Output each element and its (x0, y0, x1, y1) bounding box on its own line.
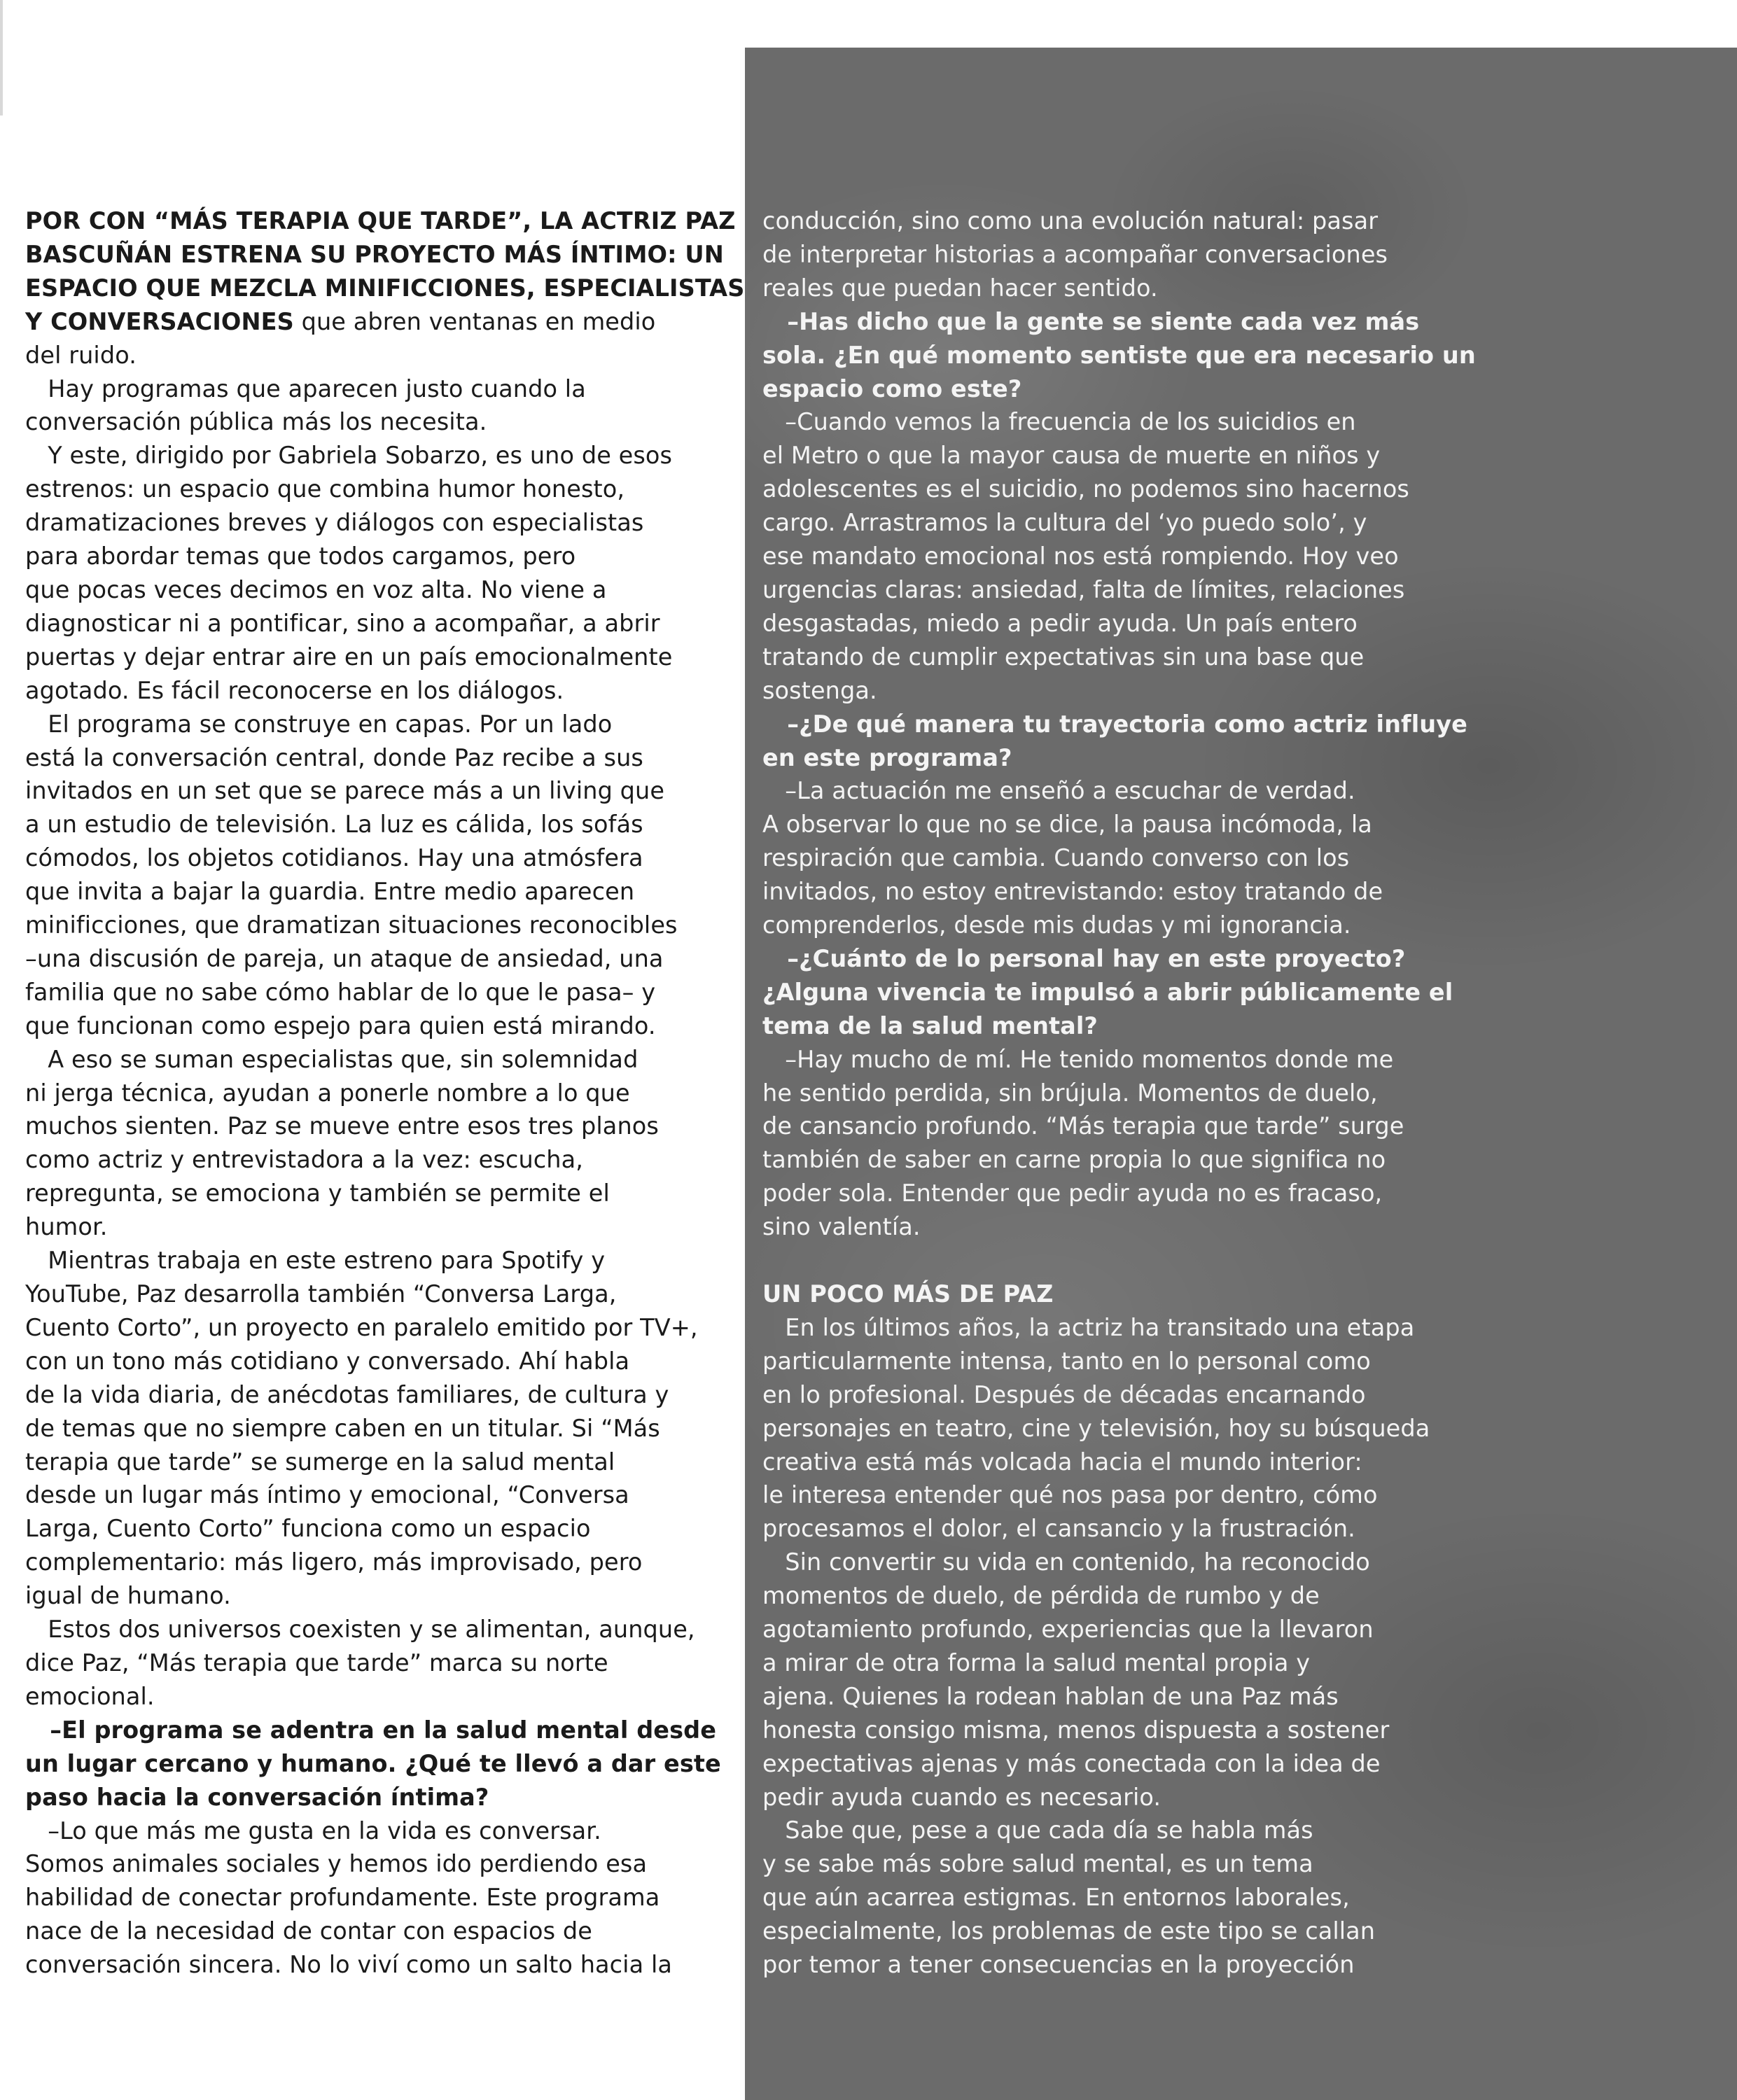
text-line (762, 573, 1470, 607)
body-text: de temas que no siempre caben en un titular. Si “Más (25, 1414, 660, 1442)
body-text: he sentido perdida, sin brújula. Momentos de duelo, (762, 1079, 1378, 1107)
body-text: Estos dos universos coexisten y se alimentan, aunque, (25, 1616, 695, 1644)
text-line (25, 372, 732, 406)
body-text: YouTube, Paz desarrolla también “Conversa Larga, (25, 1280, 617, 1308)
text-line (762, 1781, 1470, 1814)
text-line (25, 1077, 732, 1110)
text-line (25, 204, 736, 238)
text-line (762, 640, 1470, 674)
text-line (25, 272, 745, 305)
text-line (25, 1177, 732, 1210)
body-text: por temor a tener consecuencias en la proyección (762, 1951, 1355, 1979)
text-line (25, 1210, 732, 1244)
text-line (25, 774, 732, 808)
body-text: expectativas ajenas y más conectada con la idea de (762, 1749, 1381, 1777)
text-line (25, 808, 732, 841)
body-text: de cansancio profundo. “Más terapia que tarde” surge (762, 1112, 1404, 1140)
bold-text: POR CON “MÁS TERAPIA QUE TARDE”, LA ACTRIZ PAZ (25, 207, 736, 234)
text-line (762, 506, 1470, 540)
text-line (762, 741, 1470, 775)
text-line (25, 405, 732, 439)
text-line (25, 1446, 732, 1479)
text-line (25, 607, 732, 640)
text-line (762, 708, 1470, 741)
body-text: honesta consigo misma, menos dispuesta a sostener (762, 1716, 1390, 1744)
text-line (762, 1311, 1470, 1345)
text-line (762, 909, 1470, 942)
body-text: nace de la necesidad de contar con espacios de (25, 1917, 592, 1945)
page-margin-line (0, 0, 3, 115)
body-text: dramatizaciones breves y diálogos con especialistas (25, 509, 644, 537)
body-text: –Lo que más me gusta en la vida es conversar. (25, 1816, 601, 1844)
text-line (762, 1345, 1470, 1378)
text-line (25, 1478, 732, 1512)
bold-text: BASCUÑÁN ESTRENA SU PROYECTO MÁS ÍNTIMO: UN (25, 240, 724, 268)
text-line (25, 1345, 732, 1378)
text-line (25, 1043, 732, 1077)
text-line (762, 1143, 1470, 1177)
body-text: En los últimos años, la actriz ha transitado una etapa (762, 1313, 1415, 1341)
body-text: de la vida diaria, de anécdotas familiares, de cultura y (25, 1380, 669, 1408)
body-text: creativa está más volcada hacia el mundo interior: (762, 1448, 1362, 1476)
text-line (25, 238, 732, 272)
text-line (762, 607, 1470, 640)
body-text: cómodos, los objetos cotidianos. Hay una atmósfera (25, 844, 643, 872)
text-line (25, 1847, 732, 1881)
text-line (25, 1881, 732, 1914)
text-line (762, 1847, 1470, 1881)
body-text: Hay programas que aparecen justo cuando la (25, 374, 586, 402)
body-text: –Cuando vemos la frecuencia de los suicidios en (762, 408, 1356, 436)
body-text: reales que puedan hacer sentido. (762, 274, 1158, 302)
text-line (25, 708, 732, 741)
text-line (25, 1646, 732, 1680)
text-line (762, 405, 1470, 439)
bold-text: en este programa? (762, 743, 1012, 771)
body-text: desde un lugar más íntimo y emocional, “Conversa (25, 1481, 629, 1509)
body-text: terapia que tarde” se sumerge en la salud mental (25, 1448, 615, 1476)
body-text: minificciones, que dramatizan situaciones reconocibles (25, 911, 678, 939)
text-line (25, 1914, 732, 1948)
body-text: humor. (25, 1213, 108, 1241)
text-line (25, 1412, 732, 1446)
text-line (762, 1914, 1470, 1948)
text-line (25, 472, 732, 506)
body-text: El programa se construye en capas. Por un lado (25, 710, 613, 738)
text-line (25, 1278, 732, 1311)
body-text: también de saber en carne propia lo que significa no (762, 1146, 1386, 1174)
body-text: que invita a bajar la guardia. Entre medio aparecen (25, 878, 635, 906)
body-text: está la conversación central, donde Paz recibe a sus (25, 743, 643, 771)
text-line (25, 942, 732, 976)
text-line (25, 1311, 732, 1345)
text-line (25, 1579, 732, 1613)
body-text: puertas y dejar entrar aire en un país emocionalmente (25, 643, 673, 671)
text-line (762, 774, 1470, 808)
body-text: comprenderlos, desde mis dudas y mi ignorancia. (762, 911, 1351, 939)
body-text: ese mandato emocional nos está rompiendo. Hoy veo (762, 542, 1399, 570)
body-text: igual de humano. (25, 1582, 231, 1610)
body-text: A eso se suman especialistas que, sin solemnidad (25, 1045, 639, 1073)
body-text: dice Paz, “Más terapia que tarde” marca su norte (25, 1648, 608, 1676)
body-text: Cuento Corto”, un proyecto en paralelo emitido por TV+, (25, 1313, 698, 1341)
text-line (25, 841, 732, 875)
body-text: a un estudio de televisión. La luz es cálida, los sofás (25, 811, 643, 839)
text-line (762, 1646, 1470, 1680)
bold-text: UN POCO MÁS DE PAZ (762, 1280, 1054, 1308)
text-line (762, 238, 1470, 272)
body-text: y se sabe más sobre salud mental, es un tema (762, 1850, 1313, 1878)
body-text: especialmente, los problemas de este tipo se callan (762, 1917, 1376, 1945)
text-line (762, 1177, 1470, 1210)
body-text: invitados, no estoy entrevistando: estoy tratando de (762, 878, 1383, 906)
body-text: que abren ventanas en medio (293, 307, 656, 335)
body-text: familia que no sabe cómo hablar de lo que le pasa– y (25, 978, 656, 1006)
body-text: Sin convertir su vida en contenido, ha reconocido (762, 1548, 1370, 1576)
text-line (762, 1278, 1470, 1311)
body-text: procesamos el dolor, el cansancio y la frustración. (762, 1515, 1355, 1543)
text-line (762, 1814, 1470, 1847)
body-text: –La actuación me enseñó a escuchar de verdad. (762, 777, 1355, 805)
text-line (762, 976, 1470, 1009)
body-text: para abordar temas que todos cargamos, pero (25, 542, 576, 570)
bold-text: ¿Alguna vivencia te impulsó a abrir públicamente el (762, 978, 1453, 1006)
body-text: que aún acarrea estigmas. En entornos laborales, (762, 1884, 1350, 1912)
bold-text: –Has dicho que la gente se siente cada vez más (762, 307, 1420, 335)
body-text: Somos animales sociales y hemos ido perdiendo esa (25, 1850, 648, 1878)
body-text: conversación pública más los necesita. (25, 408, 487, 436)
text-line (762, 1378, 1470, 1412)
text-line (762, 305, 1470, 339)
text-line (25, 1814, 732, 1848)
bold-text: ESPACIO QUE MEZCLA MINIFICCIONES, ESPECIALISTAS (25, 274, 745, 302)
bold-text: tema de la salud mental? (762, 1011, 1098, 1040)
text-line (762, 808, 1470, 841)
text-line (762, 1009, 1470, 1043)
bold-text: –¿De qué manera tu trayectoria como actriz influye (762, 710, 1467, 738)
text-line (762, 1412, 1470, 1446)
body-text: Sabe que, pese a que cada día se habla más (762, 1816, 1313, 1844)
bold-text: sola. ¿En qué momento sentiste que era necesario un (762, 341, 1476, 369)
text-line (25, 1009, 732, 1043)
body-text: cargo. Arrastramos la cultura del ‘yo puedo solo’, y (762, 509, 1367, 537)
body-text: desgastadas, miedo a pedir ayuda. Un país entero (762, 609, 1358, 637)
body-text: momentos de duelo, de pérdida de rumbo y de (762, 1582, 1320, 1610)
body-text: repregunta, se emociona y también se permite el (25, 1180, 610, 1208)
text-line (25, 875, 732, 909)
text-line (762, 372, 1470, 406)
text-line (762, 1579, 1470, 1613)
body-text: como actriz y entrevistadora a la vez: escucha, (25, 1146, 584, 1174)
body-text: respiración que cambia. Cuando converso con los (762, 844, 1350, 872)
text-line (762, 1546, 1470, 1579)
text-line (762, 1714, 1470, 1747)
text-line (25, 1948, 732, 1982)
text-line (25, 1378, 732, 1412)
body-text: particularmente intensa, tanto en lo personal como (762, 1347, 1371, 1375)
text-line (762, 1948, 1470, 1982)
body-text: diagnosticar ni a pontificar, sino a acompañar, a abrir (25, 609, 660, 637)
bold-text: –¿Cuánto de lo personal hay en este proyecto? (762, 944, 1406, 972)
body-text: Mientras trabaja en este estreno para Spotify y (25, 1247, 606, 1275)
text-line (25, 1781, 732, 1814)
text-line (762, 439, 1470, 472)
text-line (25, 506, 732, 540)
body-text: conversación sincera. No lo viví como un salto hacia la (25, 1951, 673, 1979)
bold-text: un lugar cercano y humano. ¿Qué te llevó a dar este (25, 1749, 721, 1777)
body-text: tratando de cumplir expectativas sin una base que (762, 643, 1365, 671)
text-line (25, 1143, 732, 1177)
bold-text: Y CONVERSACIONES (25, 307, 294, 335)
text-line (762, 942, 1470, 976)
body-text: le interesa entender qué nos pasa por dentro, cómo (762, 1481, 1378, 1509)
body-text: emocional. (25, 1682, 155, 1710)
text-line (25, 1747, 732, 1781)
bold-text: espacio como este? (762, 374, 1022, 402)
text-line (762, 1680, 1470, 1714)
text-line (762, 540, 1470, 573)
text-line (25, 976, 732, 1009)
body-text: con un tono más cotidiano y conversado. Ahí habla (25, 1347, 630, 1375)
text-line (762, 472, 1470, 506)
body-text: en lo profesional. Después de décadas encarnando (762, 1380, 1366, 1408)
body-text: el Metro o que la mayor causa de muerte en niños y (762, 442, 1381, 470)
text-line (762, 339, 1476, 372)
body-text: que funcionan como espejo para quien está mirando. (25, 1011, 656, 1040)
text-line (25, 540, 732, 573)
text-line (762, 841, 1470, 875)
body-text: muchos sienten. Paz se mueve entre esos tres planos (25, 1112, 659, 1140)
body-text: estrenos: un espacio que combina humor honesto, (25, 475, 625, 503)
text-line (25, 573, 732, 607)
text-line (25, 339, 732, 372)
body-text: ni jerga técnica, ayudan a ponerle nombre a lo que (25, 1079, 630, 1107)
bold-text: paso hacia la conversación íntima? (25, 1783, 489, 1811)
text-line (25, 1244, 732, 1278)
body-text: conducción, sino como una evolución natural: pasar (762, 207, 1379, 234)
body-text: ajena. Quienes la rodean hablan de una Paz más (762, 1682, 1339, 1710)
text-line (762, 272, 1470, 305)
text-line (25, 1613, 732, 1646)
bold-text: –El programa se adentra en la salud mental desde (25, 1716, 717, 1744)
text-line (25, 1110, 732, 1143)
body-text: Y este, dirigido por Gabriela Sobarzo, es uno de esos (25, 442, 673, 470)
paragraph-gap (762, 1244, 1470, 1278)
text-line (762, 875, 1470, 909)
body-text: agotado. Es fácil reconocerse en los diálogos. (25, 676, 564, 704)
text-line (25, 439, 732, 472)
text-line (762, 674, 1470, 708)
body-text: personajes en teatro, cine y televisión, hoy su búsqueda (762, 1414, 1430, 1442)
text-line (25, 674, 732, 708)
body-text: invitados en un set que se parece más a un living que (25, 777, 665, 805)
text-line (25, 1680, 732, 1714)
text-line (762, 1043, 1470, 1077)
text-line (762, 1446, 1470, 1479)
text-line (762, 1747, 1470, 1781)
text-line (25, 741, 732, 775)
text-line (762, 1110, 1470, 1143)
body-text: sino valentía. (762, 1213, 921, 1241)
text-line (25, 1546, 732, 1579)
article-column-right (762, 204, 1476, 1982)
text-line (762, 1881, 1470, 1914)
body-text: adolescentes es el suicidio, no podemos sino hacernos (762, 475, 1409, 503)
text-line (762, 204, 1470, 238)
text-line (25, 1714, 732, 1747)
body-text: sostenga. (762, 676, 877, 704)
body-text: que pocas veces decimos en voz alta. No viene a (25, 575, 607, 603)
body-text: –una discusión de pareja, un ataque de ansiedad, una (25, 944, 664, 972)
text-line (762, 1077, 1470, 1110)
body-text: agotamiento profundo, experiencias que la llevaron (762, 1616, 1374, 1644)
body-text: urgencias claras: ansiedad, falta de límites, relaciones (762, 575, 1405, 603)
body-text: de interpretar historias a acompañar conversaciones (762, 240, 1388, 268)
body-text: pedir ayuda cuando es necesario. (762, 1783, 1162, 1811)
body-text: habilidad de conectar profundamente. Este programa (25, 1884, 660, 1912)
body-text: –Hay mucho de mí. He tenido momentos donde me (762, 1045, 1394, 1073)
text-line (762, 1613, 1470, 1646)
body-text: poder sola. Entender que pedir ayuda no es fracaso, (762, 1180, 1383, 1208)
body-text: Larga, Cuento Corto” funciona como un espacio (25, 1515, 591, 1543)
text-line (762, 1478, 1470, 1512)
text-line (762, 1210, 1470, 1244)
text-line (25, 909, 732, 942)
text-line (25, 1512, 732, 1546)
text-line (762, 1512, 1470, 1546)
article-column-left (25, 204, 745, 1982)
text-line (25, 640, 732, 674)
body-text: A observar lo que no se dice, la pausa incómoda, la (762, 811, 1372, 839)
body-text: del ruido. (25, 341, 137, 369)
body-text: complementario: más ligero, más improvisado, pero (25, 1548, 643, 1576)
body-text: a mirar de otra forma la salud mental propia y (762, 1648, 1311, 1676)
text-line (25, 305, 732, 339)
